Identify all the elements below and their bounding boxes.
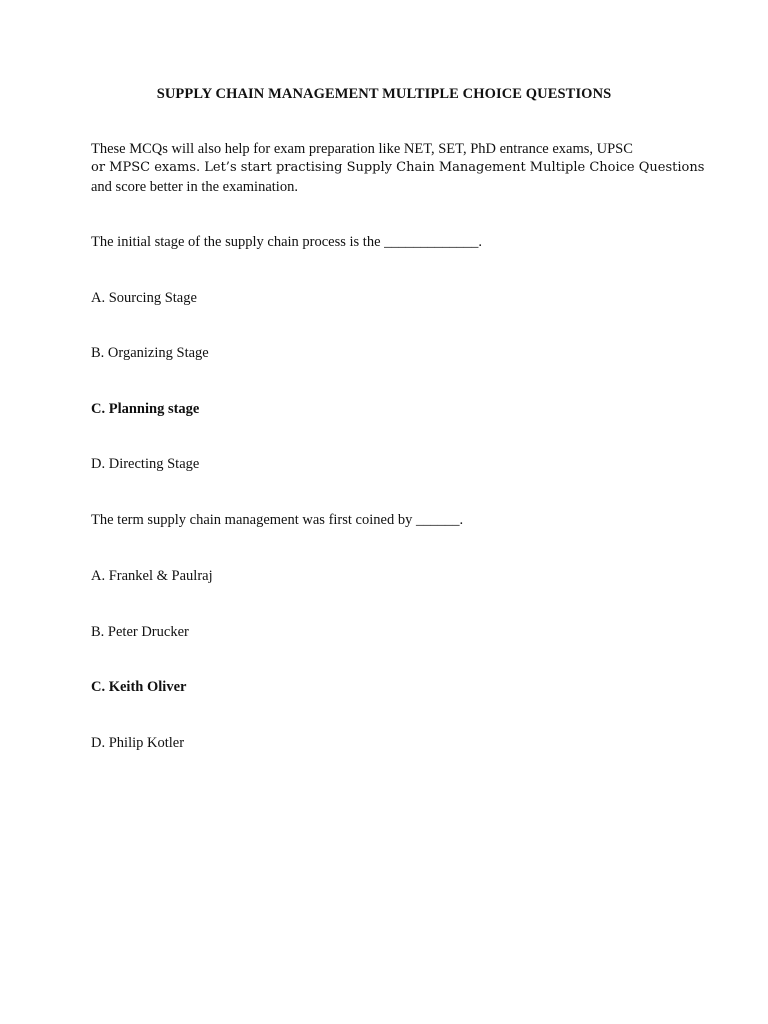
question-1-option-a: A. Sourcing Stage xyxy=(91,290,197,306)
question-2-text: The term supply chain management was first coined by ______. xyxy=(91,512,464,528)
question-2-option-d: D. Philip Kotler xyxy=(91,735,185,751)
question-1-option-b: B. Organizing Stage xyxy=(91,345,209,361)
question-2-option-c-answer: C. Keith Oliver xyxy=(91,679,187,695)
page-title: SUPPLY CHAIN MANAGEMENT MULTIPLE CHOICE QUESTIONS xyxy=(156,86,612,102)
question-1-text: The initial stage of the supply chain process is the _____________. xyxy=(91,234,483,250)
question-1-option-c-answer: C. Planning stage xyxy=(91,401,200,417)
intro-line-2: or MPSC exams. Let’s start practising Supply Chain Management Multiple Choice Questions xyxy=(91,160,705,175)
intro-line-1: These MCQs will also help for exam preparation like NET, SET, PhD entrance exams, UPSC xyxy=(91,141,633,157)
question-2-option-b: B. Peter Drucker xyxy=(91,624,189,640)
question-2-option-a: A. Frankel & Paulraj xyxy=(91,568,213,584)
question-1-option-d: D. Directing Stage xyxy=(91,456,200,472)
intro-line-3: and score better in the examination. xyxy=(91,179,298,195)
